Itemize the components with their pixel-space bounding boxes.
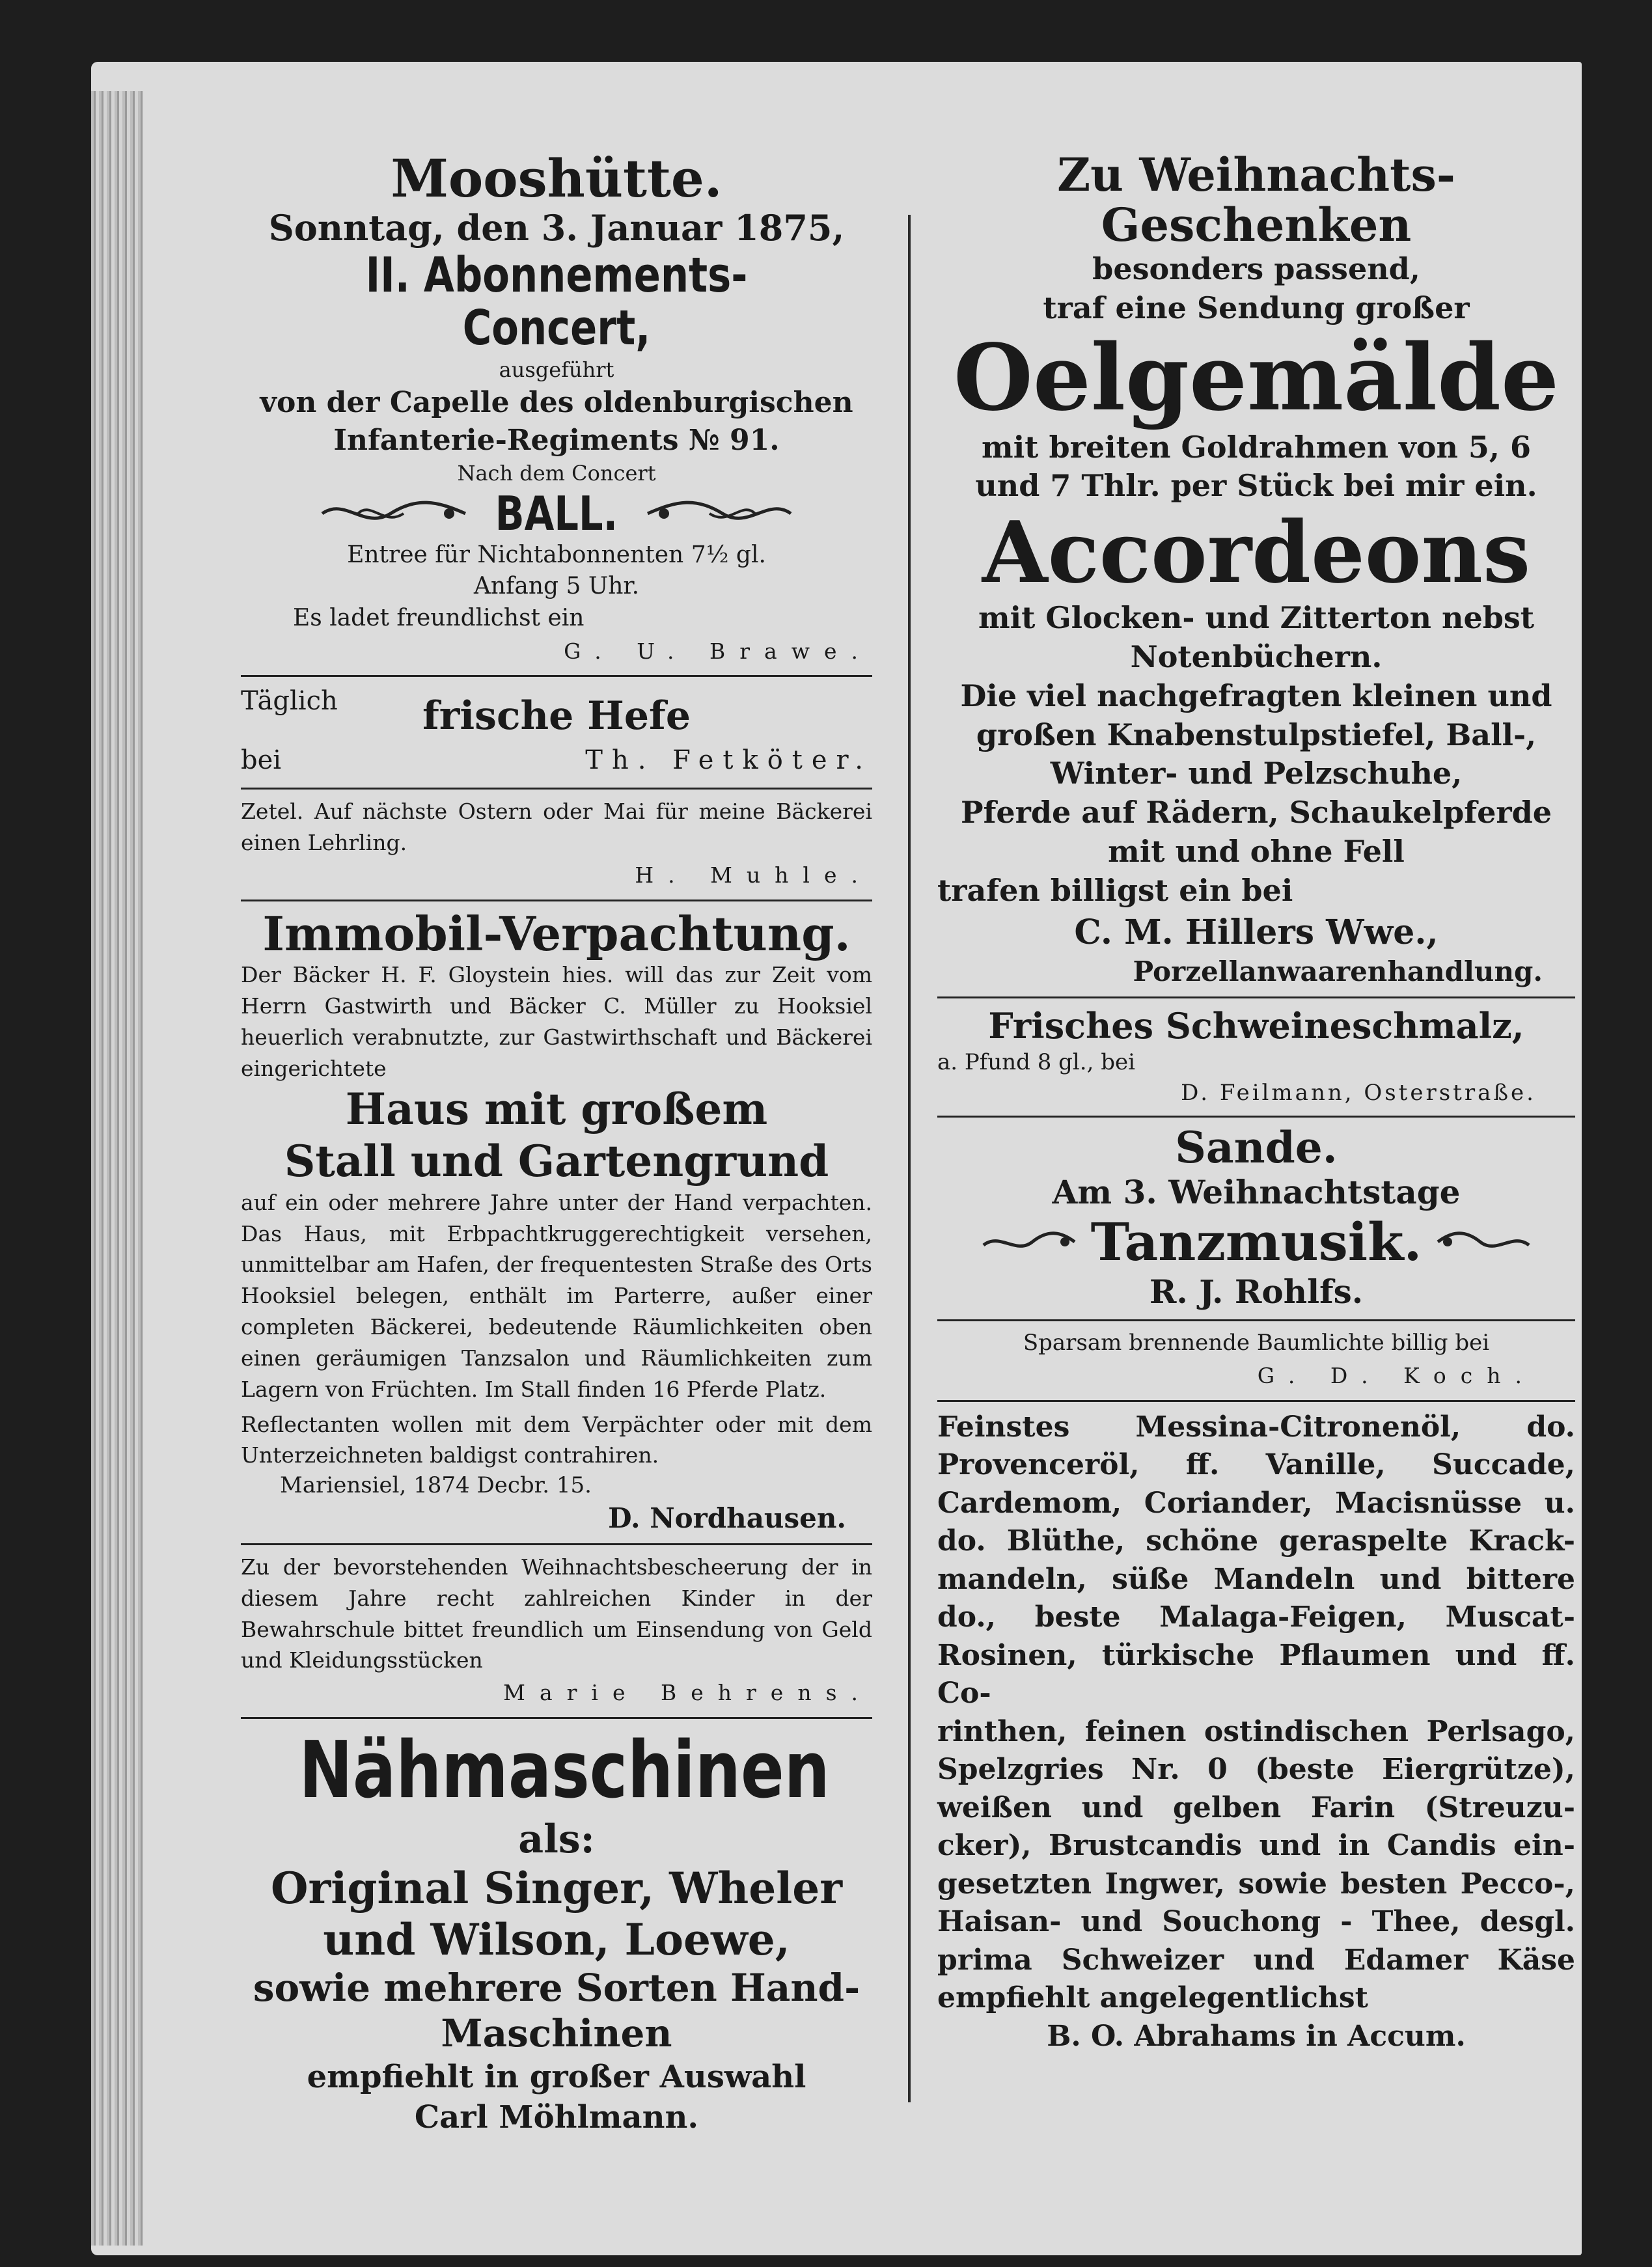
ad-mooshuette — [241, 150, 872, 668]
ad-bewahrschule — [241, 1552, 872, 1711]
separator — [241, 788, 872, 790]
baumlichte-text: Sparsam brennende Baumlichte billig bei — [1023, 1330, 1490, 1356]
immobil-house: Haus mit großem — [345, 1084, 768, 1135]
separator — [241, 675, 872, 677]
immobil-stall: Stall und Gartengrund — [284, 1135, 829, 1187]
separator — [937, 1400, 1575, 1402]
ball-title: BALL. — [495, 486, 618, 541]
shoes-line-2: großen Knabenstulpstiefel, Ball-, — [976, 717, 1537, 752]
immobil-place: Mariensiel, 1874 Decbr. 15. — [280, 1472, 592, 1499]
immobil-text-2: auf ein oder mehrere Jahre unter der Hand verpachten. Das Haus, mit Erbpachtkruggerechtigkeit versehen, unmittelbar am Hafen, der frequentesten Straße des Orts Hooksiel belegen, enthält im Parterre, außer einer completen Bäckerei, bedeutende Räumlichkeiten oben einen geräumigen Tanzsalon und Räumlichkeiten zum Lagern von Früchten. Im Stall finden 16 Pferde Platz. — [241, 1189, 872, 1402]
abrahams-signer: B. O. Abrahams in Accum. — [1047, 2019, 1466, 2053]
ad-baumlichte — [937, 1328, 1575, 1393]
naehmaschinen-line-5: empfiehlt in großer Auswahl — [307, 2058, 806, 2095]
immobil-text-3: Reflectanten wollen mit dem Verpächter oder mit dem Unterzeichneten baldigst contrahiren. — [241, 1411, 872, 1468]
mooshuette-date: Sonntag, den 3. Januar 1875, — [268, 207, 845, 249]
accordeon-glocken: mit Glocken- und Zitterton nebst — [978, 600, 1535, 636]
separator — [241, 1717, 872, 1719]
abrahams-line-4: do. Blüthe, schöne geraspelte Krack- — [937, 1524, 1575, 1558]
sande-title: Sande. — [1175, 1121, 1338, 1173]
abrahams-line-2: Provenceröl, ff. Vanille, Succade, — [937, 1448, 1575, 1482]
bewahrschule-text: Zu der bevorstehenden Weihnachtsbescheerung der in diesem Jahre recht zahlreichen Kinder in der Bewahrschule bittet freundlich um Einsendung von Geld und Kleidungsstücken — [241, 1554, 872, 1673]
sande-signer: R. J. Rohlfs. — [1149, 1272, 1364, 1312]
weihnacht-signer: C. M. Hillers Wwe., — [1074, 912, 1439, 952]
zetel-text: Zetel. Auf nächste Ostern oder Mai für meine Bäckerei einen Lehrling. — [241, 799, 872, 856]
entry-price: Entree für Nichtabonnenten 7½ gl. — [347, 541, 766, 568]
regiment-name: Infanterie-Regiments № 91. — [333, 423, 780, 457]
abrahams-line-3: Cardemom, Coriander, Macisnüsse u. — [937, 1486, 1575, 1520]
abrahams-line-13: Haisan- und Souchong - Thee, desgl. — [937, 1905, 1575, 1939]
shoes-line-6: trafen billigst ein bei — [937, 872, 1293, 908]
abrahams-line-9: Spelzgries Nr. 0 (beste Eiergrütze), — [937, 1753, 1575, 1787]
ad-schmalz — [937, 1005, 1575, 1109]
naehmaschinen-line-3: sowie mehrere Sorten Hand- — [253, 1966, 860, 2011]
ad-immobil — [241, 905, 872, 1537]
abrahams-line-5: mandeln, süße Mandeln und bittere — [937, 1562, 1575, 1596]
flourish-right-icon — [644, 494, 794, 533]
naehmaschinen-title: Nähmaschinen — [299, 1725, 830, 1816]
abrahams-line-6: do., beste Malaga-Feigen, Muscat- — [937, 1601, 1575, 1634]
shoes-line-3: Winter- und Pelzschuhe, — [1050, 756, 1463, 791]
column-divider — [908, 215, 911, 2102]
hefe-daily: Täglich — [241, 686, 338, 717]
invite-text: Es ladet freundlichst ein — [293, 604, 585, 631]
naehmaschinen-line-1: Original Singer, Wheler — [270, 1862, 843, 1914]
weihnacht-sub-2: traf eine Sendung großer — [1043, 290, 1470, 325]
hefe-signer: Th. Fetköter. — [585, 745, 872, 776]
schmalz-price: a. Pfund 8 gl., bei — [937, 1049, 1135, 1075]
weihnacht-sub-1: besonders passend, — [1092, 251, 1420, 286]
band-name: von der Capelle des oldenburgischen — [260, 386, 853, 420]
frames-line-2: und 7 Thlr. per Stück bei mir ein. — [975, 468, 1537, 504]
abrahams-line-11: cker), Brustcandis und in Candis ein- — [937, 1829, 1575, 1863]
separator — [241, 1543, 872, 1545]
page-edge-stack — [91, 91, 143, 2246]
tanzmusik-title: Tanzmusik. — [1090, 1211, 1422, 1273]
zetel-signer: H. Muhle. — [635, 862, 872, 888]
baumlichte-signer: G. D. Koch. — [1257, 1362, 1536, 1388]
abrahams-line-10: weißen und gelben Farin (Streuzu- — [937, 1791, 1575, 1824]
sande-date: Am 3. Weihnachtstage — [1052, 1173, 1461, 1212]
abrahams-line-12: gesetzten Ingwer, sowie besten Pecco-, — [937, 1867, 1575, 1901]
ad-sande — [937, 1121, 1575, 1313]
weihnacht-title: Zu Weihnachts-Geschenken — [1057, 148, 1455, 252]
immobil-title: Immobil-Verpachtung. — [262, 905, 851, 961]
abrahams-line-15: empfiehlt angelegentlichst — [937, 1981, 1368, 2015]
naehmaschinen-line-4: Maschinen — [441, 2011, 672, 2055]
ad-hefe — [241, 683, 872, 781]
shoes-line-5: mit und ohne Fell — [1108, 833, 1405, 869]
weihnacht-shop: Porzellanwaarenhandlung. — [1133, 955, 1543, 988]
accordeons-title: Accordeons — [982, 502, 1531, 603]
abrahams-line-7: Rosinen, türkische Pflaumen und ff. Co- — [937, 1638, 1575, 1711]
abrahams-line-8: rinthen, feinen ostindischen Perlsago, — [937, 1714, 1575, 1748]
naehmaschinen-als: als: — [518, 1816, 595, 1862]
flourish-left-icon — [319, 494, 469, 533]
shoes-line-1: Die viel nachgefragten kleinen und — [960, 678, 1552, 713]
separator — [241, 900, 872, 901]
mooshuette-title: Mooshütte. — [391, 148, 723, 209]
oelgemaelde-title: Oelgemälde — [953, 324, 1560, 432]
flourish-left-icon — [980, 1226, 1078, 1258]
immobil-text-1: Der Bäcker H. F. Gloystein hies. will das zur Zeit vom Herrn Gastwirth und Bäcker C. Müller zu Hooksiel heuerlich verabnutzte, zur Gastwirthschaft und Bäckerei eingerichtete — [241, 961, 872, 1081]
hefe-title: frische Hefe — [422, 693, 691, 739]
ad-zetel — [241, 796, 872, 892]
ad-abrahams — [937, 1408, 1575, 2056]
separator — [937, 996, 1575, 998]
frames-line-1: mit breiten Goldrahmen von 5, 6 — [982, 429, 1531, 465]
after-concert: Nach dem Concert — [457, 460, 656, 486]
shoes-line-4: Pferde auf Rädern, Schaukelpferde — [960, 795, 1552, 831]
performed-by: ausgeführt — [499, 357, 614, 382]
separator — [937, 1116, 1575, 1118]
immobil-signer: D. Nordhausen. — [608, 1502, 846, 1535]
naehmaschinen-signer: Carl Möhlmann. — [414, 2098, 699, 2136]
ad-weihnacht — [937, 150, 1575, 990]
flourish-right-icon — [1435, 1226, 1532, 1258]
abrahams-line-14: prima Schweizer und Edamer Käse — [937, 1943, 1575, 1977]
bewahrschule-signer: Marie Behrens. — [503, 1680, 872, 1706]
left-column — [241, 150, 872, 2141]
concert-title: II. Abonnements-Concert, — [365, 247, 748, 357]
schmalz-title: Frisches Schweineschmalz, — [988, 1004, 1524, 1047]
mooshuette-signer: G. U. Brawe. — [564, 638, 872, 664]
separator — [937, 1319, 1575, 1321]
accordeon-noten: Notenbüchern. — [1130, 639, 1383, 674]
schmalz-signer: D. Feilmann, Osterstraße. — [1181, 1080, 1536, 1106]
naehmaschinen-line-2: und Wilson, Loewe, — [323, 1914, 790, 1966]
hefe-at: bei — [241, 745, 282, 776]
ad-naehmaschinen — [241, 1725, 872, 2137]
abrahams-line-1: Feinstes Messina-Citronenöl, do. — [937, 1410, 1575, 1444]
right-column — [937, 150, 1575, 2059]
start-time: Anfang 5 Uhr. — [473, 573, 640, 600]
